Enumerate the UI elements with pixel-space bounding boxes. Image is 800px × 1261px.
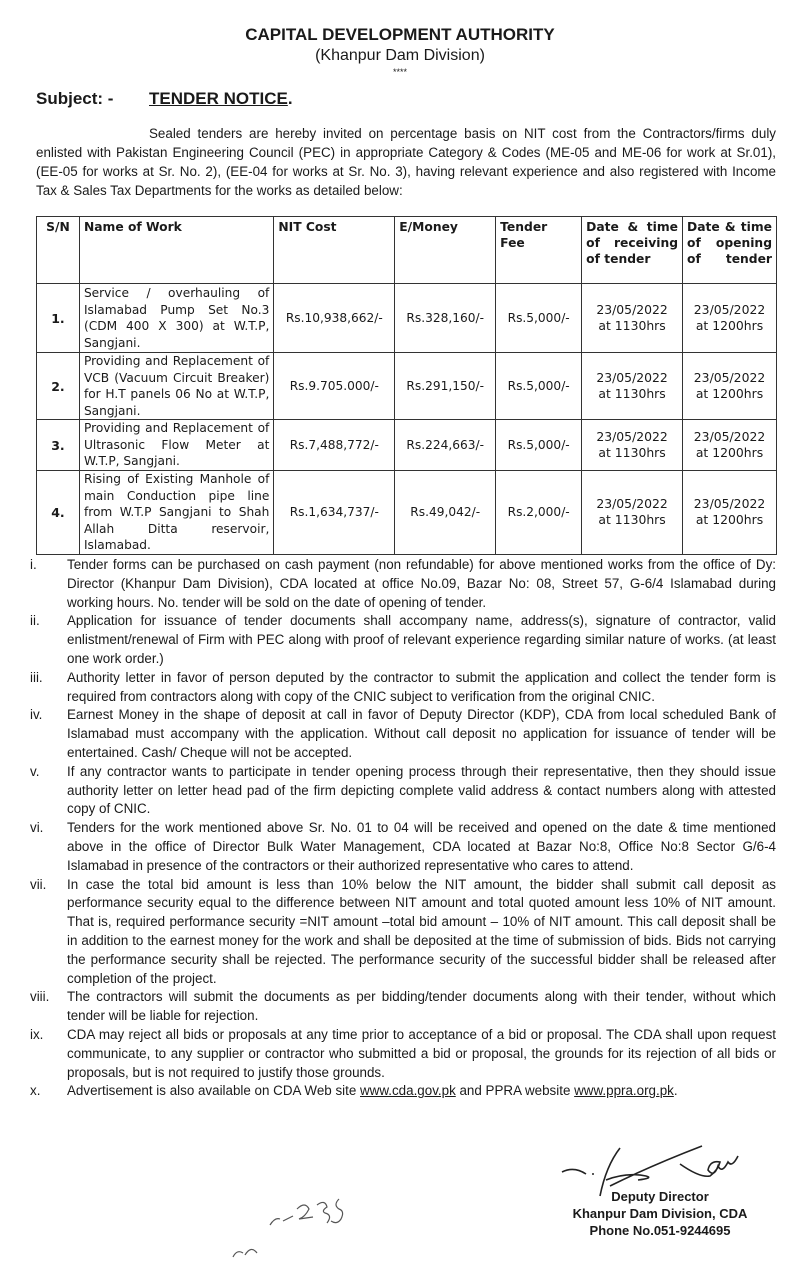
term-text: Tender forms can be purchased on cash payment (non refundable) for above mentioned works from the office of Dy: Director (Khanpur Dam Division), CDA located at office No.09, Bazar No: 08, Street 57, G-6/4 Islamabad during working hours. No. tender will be sold on the date of opening of tender.	[67, 557, 776, 610]
division-name: (Khanpur Dam Division)	[315, 47, 485, 64]
term-item	[24, 763, 776, 819]
table-header-row	[37, 217, 777, 284]
row-opening-datetime	[683, 471, 777, 555]
term-text-part: .	[673, 1083, 678, 1099]
row-work-name: Providing and Replacement of VCB (Vacuum Circuit Breaker) for H.T panels 06 No at W.T.P, Sangjani.	[79, 353, 273, 420]
term-text: Authority letter in favor of person deputed by the contractor to submit the application and collect the tender form is required from contractors along with copy of the CNIC subject to verification from the original CNIC.	[67, 669, 776, 704]
opening-time: at 1200hrs	[695, 318, 764, 333]
term-number: iii.	[30, 669, 43, 685]
row-nit-cost: Rs.9.705.000/-	[274, 353, 395, 420]
term-item	[24, 669, 776, 707]
intro-paragraph	[36, 124, 776, 200]
term-text	[67, 1082, 776, 1101]
col-header-opening-date: Date & time of opening of tender	[683, 217, 777, 284]
receiving-time: at 1130hrs	[598, 318, 666, 333]
opening-date: 23/05/2022	[693, 370, 766, 385]
receiving-date: 23/05/2022	[596, 370, 668, 385]
receiving-date: 23/05/2022	[596, 302, 668, 317]
row-sn: 4.	[37, 471, 80, 555]
term-text: CDA may reject all bids or proposals at any time prior to acceptance of a bid or proposal. The CDA shall upon request communicate, to any supplier or contractor who submitted a bid or proposal, the grounds for its rejection of all bids or proposals, but is not required to justify those grounds.	[67, 1026, 776, 1080]
term-text: The contractors will submit the documents as per bidding/tender documents along with their tender, without which tender will be liable for rejection.	[67, 989, 776, 1024]
term-number: v.	[30, 763, 40, 779]
row-nit-cost: Rs.1,634,737/-	[274, 471, 395, 555]
col-header-nit-cost: NIT Cost	[274, 217, 395, 284]
subject-title: TENDER NOTICE	[149, 89, 288, 108]
intro-text: Sealed tenders are hereby invited on percentage basis on NIT cost from the Contractors/firms duly enlisted with Pakistan Engineering Council (PEC) in appropriate Category & Codes (ME-05 and ME-06 for work at Sr.01), (EE-05 for works at Sr. No. 2), (EE-04 for works at Sr. No. 3), having relevant experience and also registered with Income Tax & Sales Tax Departments for the works as detailed below:	[36, 126, 776, 198]
separator: ****	[392, 67, 407, 77]
term-text: In case the total bid amount is less than 10% below the NIT amount, the bidder shall submit call deposit as performance security equal to the difference between NIT amount and total quoted amount less 10% of NIT amount. That is, required performance security =NIT amount –total bid amount – 10% of NIT amount. This call deposit shall be in addition to the earnest money for the work and shall be deposited at the time of submission of bids. Bids not carrying the performance security shall be rejected. The performance security of the successful bidder shall be released after completion of the project.	[67, 876, 776, 986]
organization-name: CAPITAL DEVELOPMENT AUTHORITY	[245, 25, 555, 44]
col-header-receiving-date: Date & time of receiving of tender	[582, 217, 683, 284]
row-e-money: Rs.291,150/-	[395, 353, 496, 420]
row-work-name: Service / overhauling of Islamabad Pump Set No.3 (CDM 400 X 300) at W.T.P, Sangjani.	[79, 284, 273, 353]
term-number: vi.	[30, 820, 44, 836]
col-header-e-money: E/Money	[395, 217, 496, 284]
term-item	[24, 1026, 776, 1082]
term-text: Earnest Money in the shape of deposit at call in favor of Deputy Director (KDP), CDA from local scheduled Bank of Islamabad must accompany with the application. Without call deposit no application for issuance of tender will be entertained. Cash/ Cheque will not be accepted.	[67, 707, 776, 760]
row-tender-fee: Rs.5,000/-	[496, 353, 582, 420]
term-item	[24, 706, 776, 762]
table-row	[37, 471, 777, 555]
row-work-name: Rising of Existing Manhole of main Conduction pipe line from W.T.P Sangjani to Shah Allah Ditta reservoir, Islamabad.	[79, 471, 273, 555]
row-nit-cost: Rs.7,488,772/-	[274, 420, 395, 471]
table-row	[37, 284, 777, 353]
row-receiving-datetime	[582, 353, 683, 420]
term-item	[24, 1082, 776, 1101]
term-number: vii.	[30, 876, 47, 892]
row-opening-datetime	[683, 353, 777, 420]
col-header-sn: S/N	[37, 217, 80, 284]
signatory-title: Deputy Director	[611, 1189, 709, 1204]
row-receiving-datetime	[582, 471, 683, 555]
terms-list	[24, 556, 776, 1101]
receiving-time: at 1130hrs	[598, 512, 666, 528]
term-text: Tenders for the work mentioned above Sr. No. 01 to 04 will be received and opened on the date & time mentioned above in the office of Director Bulk Water Management, CDA located at Bazar No:8, Office No:8 Sector G/6-4 Islamabad in presence of the contractors or their authorized representative who cares to attend.	[67, 820, 776, 873]
term-item	[24, 988, 776, 1026]
signature-block	[555, 1188, 765, 1239]
col-header-name-of-work: Name of Work	[79, 217, 273, 284]
row-nit-cost: Rs.10,938,662/-	[274, 284, 395, 353]
receiving-time: at 1130hrs	[598, 445, 666, 460]
term-item	[24, 819, 776, 875]
receiving-date: 23/05/2022	[596, 429, 668, 444]
term-number: i.	[30, 557, 37, 572]
term-number: ix.	[30, 1026, 44, 1042]
row-e-money: Rs.224,663/-	[395, 420, 496, 471]
term-number: iv.	[30, 707, 43, 723]
document-header	[0, 24, 800, 77]
subject-line	[36, 89, 293, 109]
subject-label: Subject: -	[36, 89, 114, 108]
row-receiving-datetime	[582, 420, 683, 471]
row-sn: 2.	[37, 353, 80, 420]
term-item	[24, 556, 776, 612]
term-item	[24, 612, 776, 668]
receiving-time: at 1130hrs	[598, 386, 666, 401]
tender-table	[36, 216, 777, 555]
row-opening-datetime	[683, 420, 777, 471]
row-e-money: Rs.328,160/-	[395, 284, 496, 353]
row-tender-fee: Rs.5,000/-	[496, 420, 582, 471]
opening-time: at 1200hrs	[695, 386, 764, 401]
handwritten-annotation	[225, 1165, 385, 1261]
opening-date: 23/05/2022	[693, 496, 766, 512]
row-opening-datetime	[683, 284, 777, 353]
col-header-tender-fee: Tender Fee	[496, 217, 582, 284]
opening-time: at 1200hrs	[695, 445, 764, 460]
term-text-part: Advertisement is also available on CDA Web site	[67, 1083, 360, 1099]
signatory-office: Khanpur Dam Division, CDA	[572, 1206, 748, 1221]
opening-date: 23/05/2022	[693, 302, 766, 317]
receiving-date: 23/05/2022	[596, 496, 668, 512]
opening-time: at 1200hrs	[695, 512, 764, 528]
term-number: ii.	[30, 613, 40, 629]
term-number: x.	[30, 1083, 41, 1099]
row-tender-fee: Rs.5,000/-	[496, 284, 582, 353]
cda-website-link[interactable]: www.cda.gov.pk	[360, 1083, 456, 1099]
row-e-money: Rs.49,042/-	[395, 471, 496, 555]
table-row	[37, 353, 777, 420]
row-sn: 3.	[37, 420, 80, 471]
term-number: viii.	[30, 989, 50, 1005]
row-sn: 1.	[37, 284, 80, 353]
table-row	[37, 420, 777, 471]
term-text: Application for issuance of tender documents shall accompany name, address(s), signature of contractor, valid enlistment/renewal of Firm with PEC along with proof of relevant experience regarding similar nature of works. (at least one work order.)	[67, 613, 776, 666]
signatory-phone: Phone No.051-9244695	[589, 1223, 731, 1238]
subject-title-suffix: .	[287, 89, 293, 108]
term-text: If any contractor wants to participate in tender opening process through their representative, then they should issue authority letter on letter head pad of the firm depicting complete valid address & contact numbers along with attested copy of CNIC.	[67, 763, 776, 817]
row-receiving-datetime	[582, 284, 683, 353]
term-item	[24, 876, 776, 989]
opening-date: 23/05/2022	[693, 429, 766, 444]
row-tender-fee: Rs.2,000/-	[496, 471, 582, 555]
ppra-website-link[interactable]: www.ppra.org.pk	[574, 1083, 674, 1099]
row-work-name: Providing and Replacement of Ultrasonic Flow Meter at W.T.P, Sangjani.	[79, 420, 273, 471]
term-text-part: and PPRA website	[455, 1083, 575, 1099]
